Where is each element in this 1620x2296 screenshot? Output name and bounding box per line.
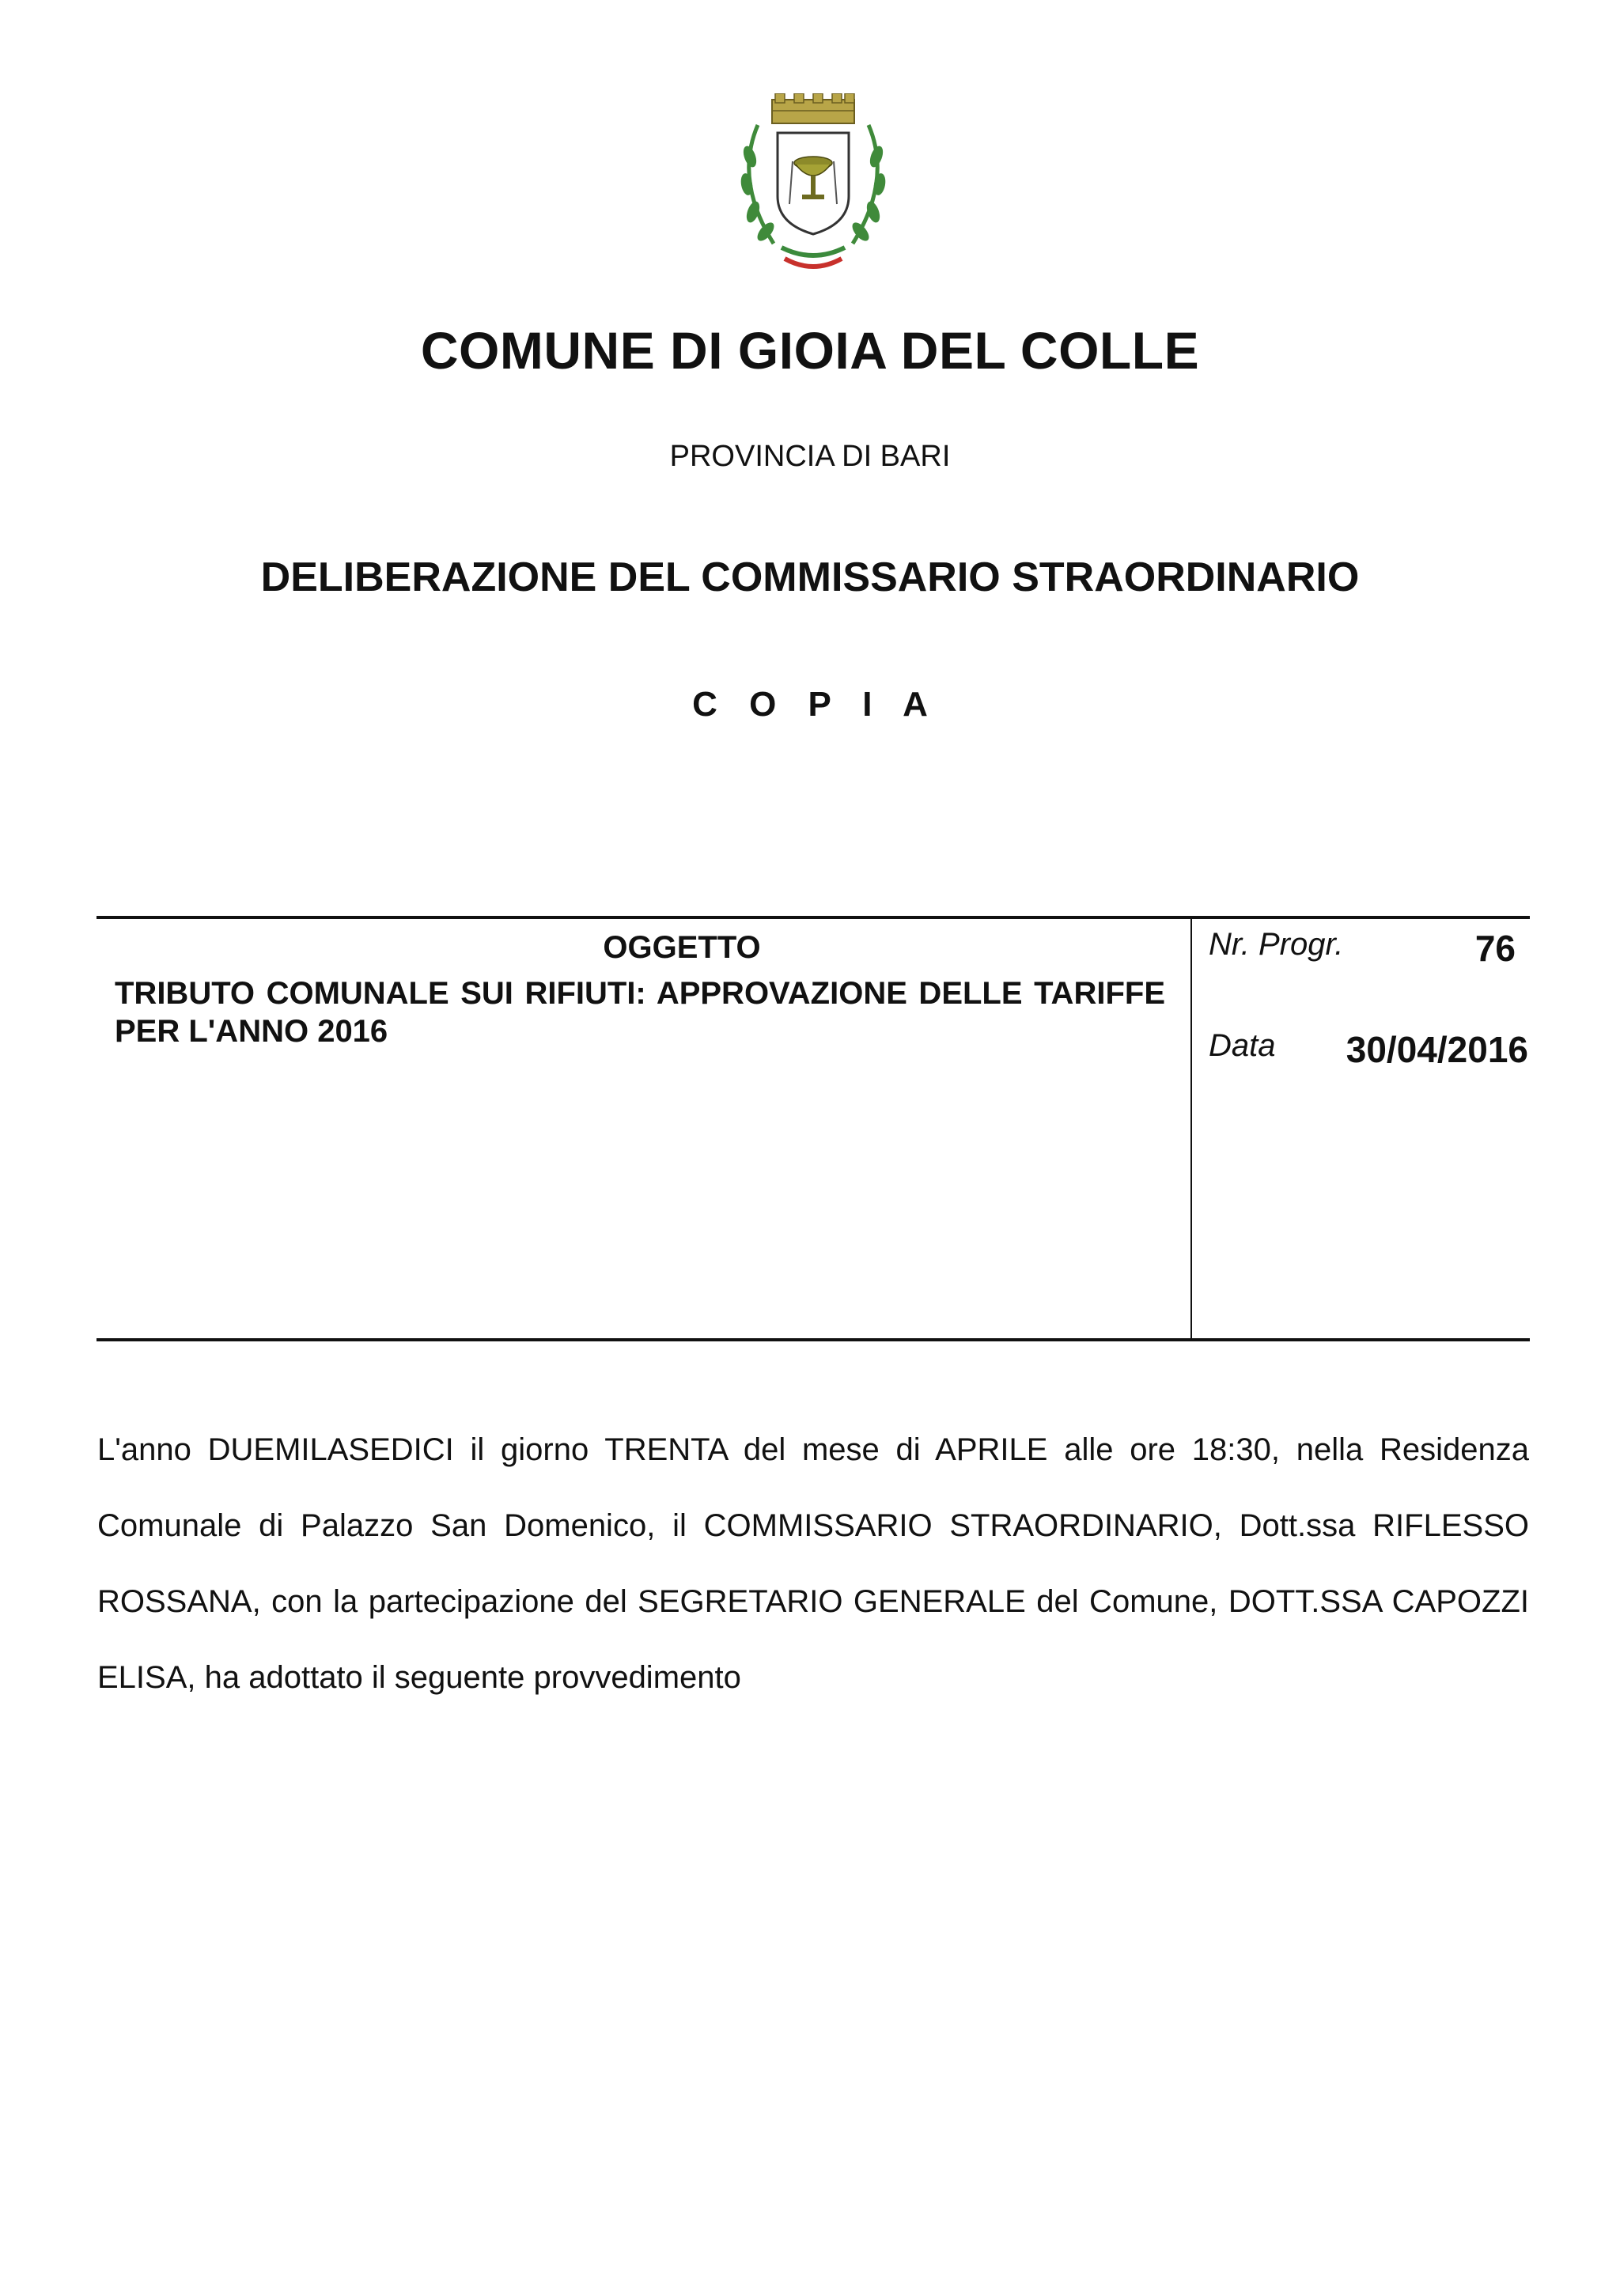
document-type-heading: DELIBERAZIONE DEL COMMISSARIO STRAORDINARIO: [260, 554, 1360, 600]
copy-label: C O P I A: [692, 685, 939, 724]
body-paragraph: L'anno DUEMILASEDICI il giorno TRENTA del mese di APRILE alle ore 18:30, nella Residenza Comunale di Palazzo San Domenico, il COMMISSARIO STRAORDINARIO, Dott.ssa RIFLESSO ROSSANA, con la partecipazione del SEGRETARIO GENERALE del Comune, DOTT.SSA CAPOZZI ELISA, ha adottato il seguente provvedimento: [97, 1432, 1529, 1695]
progressive-number-label: Nr. Progr.: [1209, 927, 1344, 962]
date-value: 30/04/2016: [1346, 1029, 1528, 1070]
subject-heading: OGGETTO: [603, 930, 761, 965]
coat-of-arms-icon: [726, 93, 900, 279]
subject-text: TRIBUTO COMUNALE SUI RIFIUTI: APPROVAZIONE DELLE TARIFFE PER L'ANNO 2016: [115, 976, 1165, 1049]
subject-table-divider: [1190, 917, 1192, 1340]
province-subtitle: PROVINCIA DI BARI: [669, 440, 951, 473]
progressive-number-value: 76: [1474, 928, 1516, 969]
municipality-title: COMUNE DI GIOIA DEL COLLE: [420, 321, 1200, 380]
date-label: Data: [1209, 1028, 1276, 1063]
